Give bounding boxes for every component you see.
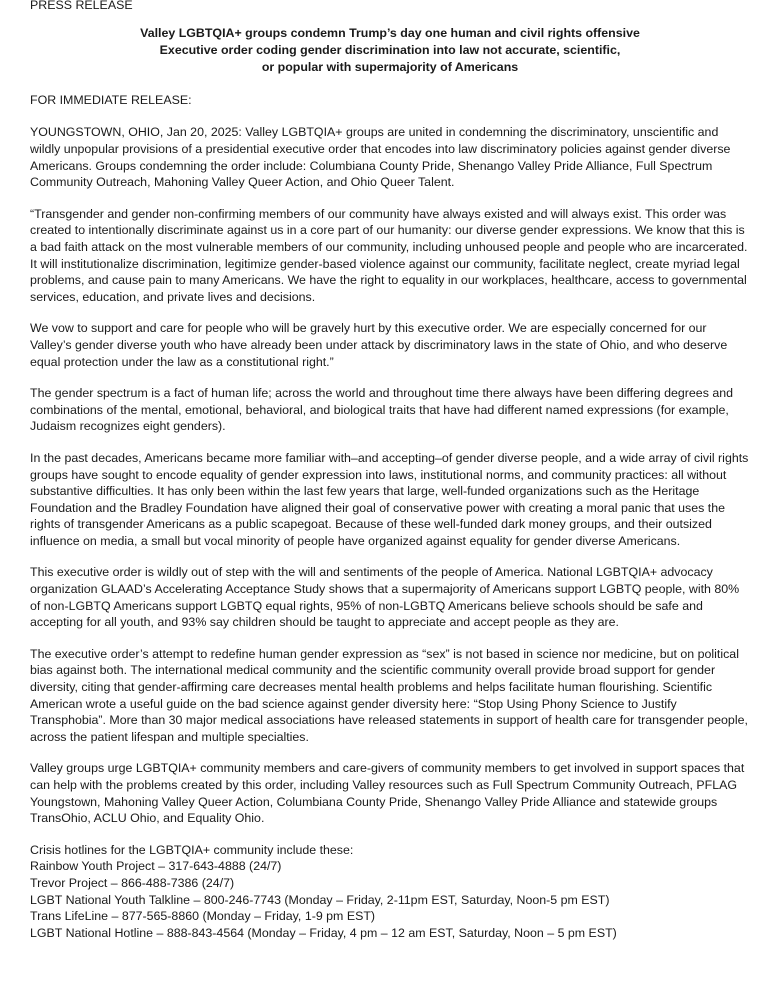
hotlines-intro: Crisis hotlines for the LGBTQIA+ community include these: bbox=[30, 842, 354, 857]
paragraph-valley-groups: Valley groups urge LGBTQIA+ community members and care-givers of community members to get involved in support spaces that can help with the problems created by this order, including Valley resources such as Full Spectrum Community Outreach, PFLAG Youngstown, Mahoning Valley Queer Action, Columbiana County Pride, Shenango Valley Pride Alliance and statewide groups TransOhio, ACLU Ohio, and Equality Ohio. bbox=[30, 761, 745, 826]
release-line: FOR IMMEDIATE RELEASE: bbox=[30, 92, 192, 107]
document-label: PRESS RELEASE bbox=[30, 0, 133, 12]
paragraph-past-decades: In the past decades, Americans became more familiar with–and accepting–of gender diverse people, and a wide array of civil rights groups have sought to encode equality of gender expression into laws, institutional norms, and community practices: all without substantive difficulties. It has only been within the last few years that large, well-funded organizations such as the Heritage Foundation and the Bradley Foundation have aligned their goal of conservative power with creating a moral panic that uses the rights of transgender Americans as a public scapegoat. Because of these well-funded dark money groups, and their outsized influence on media, a small but vocal minority of people have organized against equality for gender diverse Americans. bbox=[30, 450, 749, 548]
headline-line-1: Valley LGBTQIA+ groups condemn Trump’s day one human and civil rights offensive bbox=[140, 25, 640, 40]
headline bbox=[30, 25, 750, 77]
paragraph-quote-2: We vow to support and care for people who will be gravely hurt by this executive order. We are especially concerned for our Valley’s gender diverse youth who have already been under attack by discriminatory laws in the state of Ohio, and who deserve equal protection under the law as a constitutional right.” bbox=[30, 321, 728, 369]
hotline-item: LGBT National Youth Talkline – 800-246-7743 (Monday – Friday, 2-11pm EST, Saturday, Noon-5 pm EST) bbox=[30, 892, 610, 907]
paragraph-gender-spectrum: The gender spectrum is a fact of human life; across the world and throughout time there always have been differing degrees and combinations of the mental, emotional, behavioral, and biological traits that have had different named expressions (for example, Judaism recognizes eight genders). bbox=[30, 386, 734, 434]
paragraph-dateline: YOUNGSTOWN, OHIO, Jan 20, 2025: Valley LGBTQIA+ groups are united in condemning the discriminatory, unscientific and wildly unpopular provisions of a presidential executive order that encodes into law discriminatory policies against gender diverse Americans. Groups condemning the order include: Columbiana County Pride, Shenango Valley Pride Alliance, Full Spectrum Community Outreach, Mahoning Valley Queer Action, and Ohio Queer Talent. bbox=[30, 125, 731, 190]
headline-line-2: Executive order coding gender discrimination into law not accurate, scientific, bbox=[159, 43, 621, 57]
headline-line-3: or popular with supermajority of Americans bbox=[261, 60, 519, 75]
paragraph-quote-1: “Transgender and gender non-confirming members of our community have always existed and will always exist. This order was created to intentionally discriminate against us in a core part of our humanity: our diverse gender expressions. We know that this is a bad faith attack on the most vulnerable members of our community, including unhoused people and people who are incarcerated. It will institutionalize discrimination, legitimize gender-based violence against our community, facilitate neglect, create myriad legal problems, and cause pain to many Americans. We have the right to equality in our workplaces, healthcare, access to governmental services, education, and private lives and decisions. bbox=[30, 206, 748, 304]
hotline-item: Rainbow Youth Project – 317-643-4888 (24/7) bbox=[30, 859, 282, 874]
hotline-item: LGBT National Hotline – 888-843-4564 (Monday – Friday, 4 pm – 12 am EST, Saturday, Noon – 5 pm EST) bbox=[30, 925, 617, 940]
hotline-item: Trans LifeLine – 877-565-8860 (Monday – Friday, 1-9 pm EST) bbox=[30, 909, 376, 924]
paragraph-science: The executive order’s attempt to redefine human gender expression as “sex” is not based in science nor medicine, but on political bias against both. The international medical community and the scientific community overall provide broad support for gender diversity, citing that gender-affirming care decreases mental health problems and helps facilitate human flourishing. Scientific American wrote a useful guide on the bad science against gender diversity here: “Stop Using Phony Science to Justify Transphobia”. More than 30 major medical associations have released statements in support of health care for transgender people, across the patient lifespan and multiple specialties. bbox=[30, 646, 748, 744]
press-release-page bbox=[30, 0, 750, 941]
hotline-item: Trevor Project – 866-488-7386 (24/7) bbox=[30, 875, 235, 890]
paragraph-public-opinion: This executive order is wildly out of step with the will and sentiments of the people of America. National LGBTQIA+ advocacy organization GLAAD’s Accelerating Acceptance Study shows that a supermajority of Americans support LGBTQ people, with 80% of non-LGBTQ Americans support LGBTQ equal rights, 95% of non-LGBTQ Americans believe schools should be safe and accepting for all youth, and 93% say children should be taught to appreciate and accept people as they are. bbox=[30, 565, 740, 630]
